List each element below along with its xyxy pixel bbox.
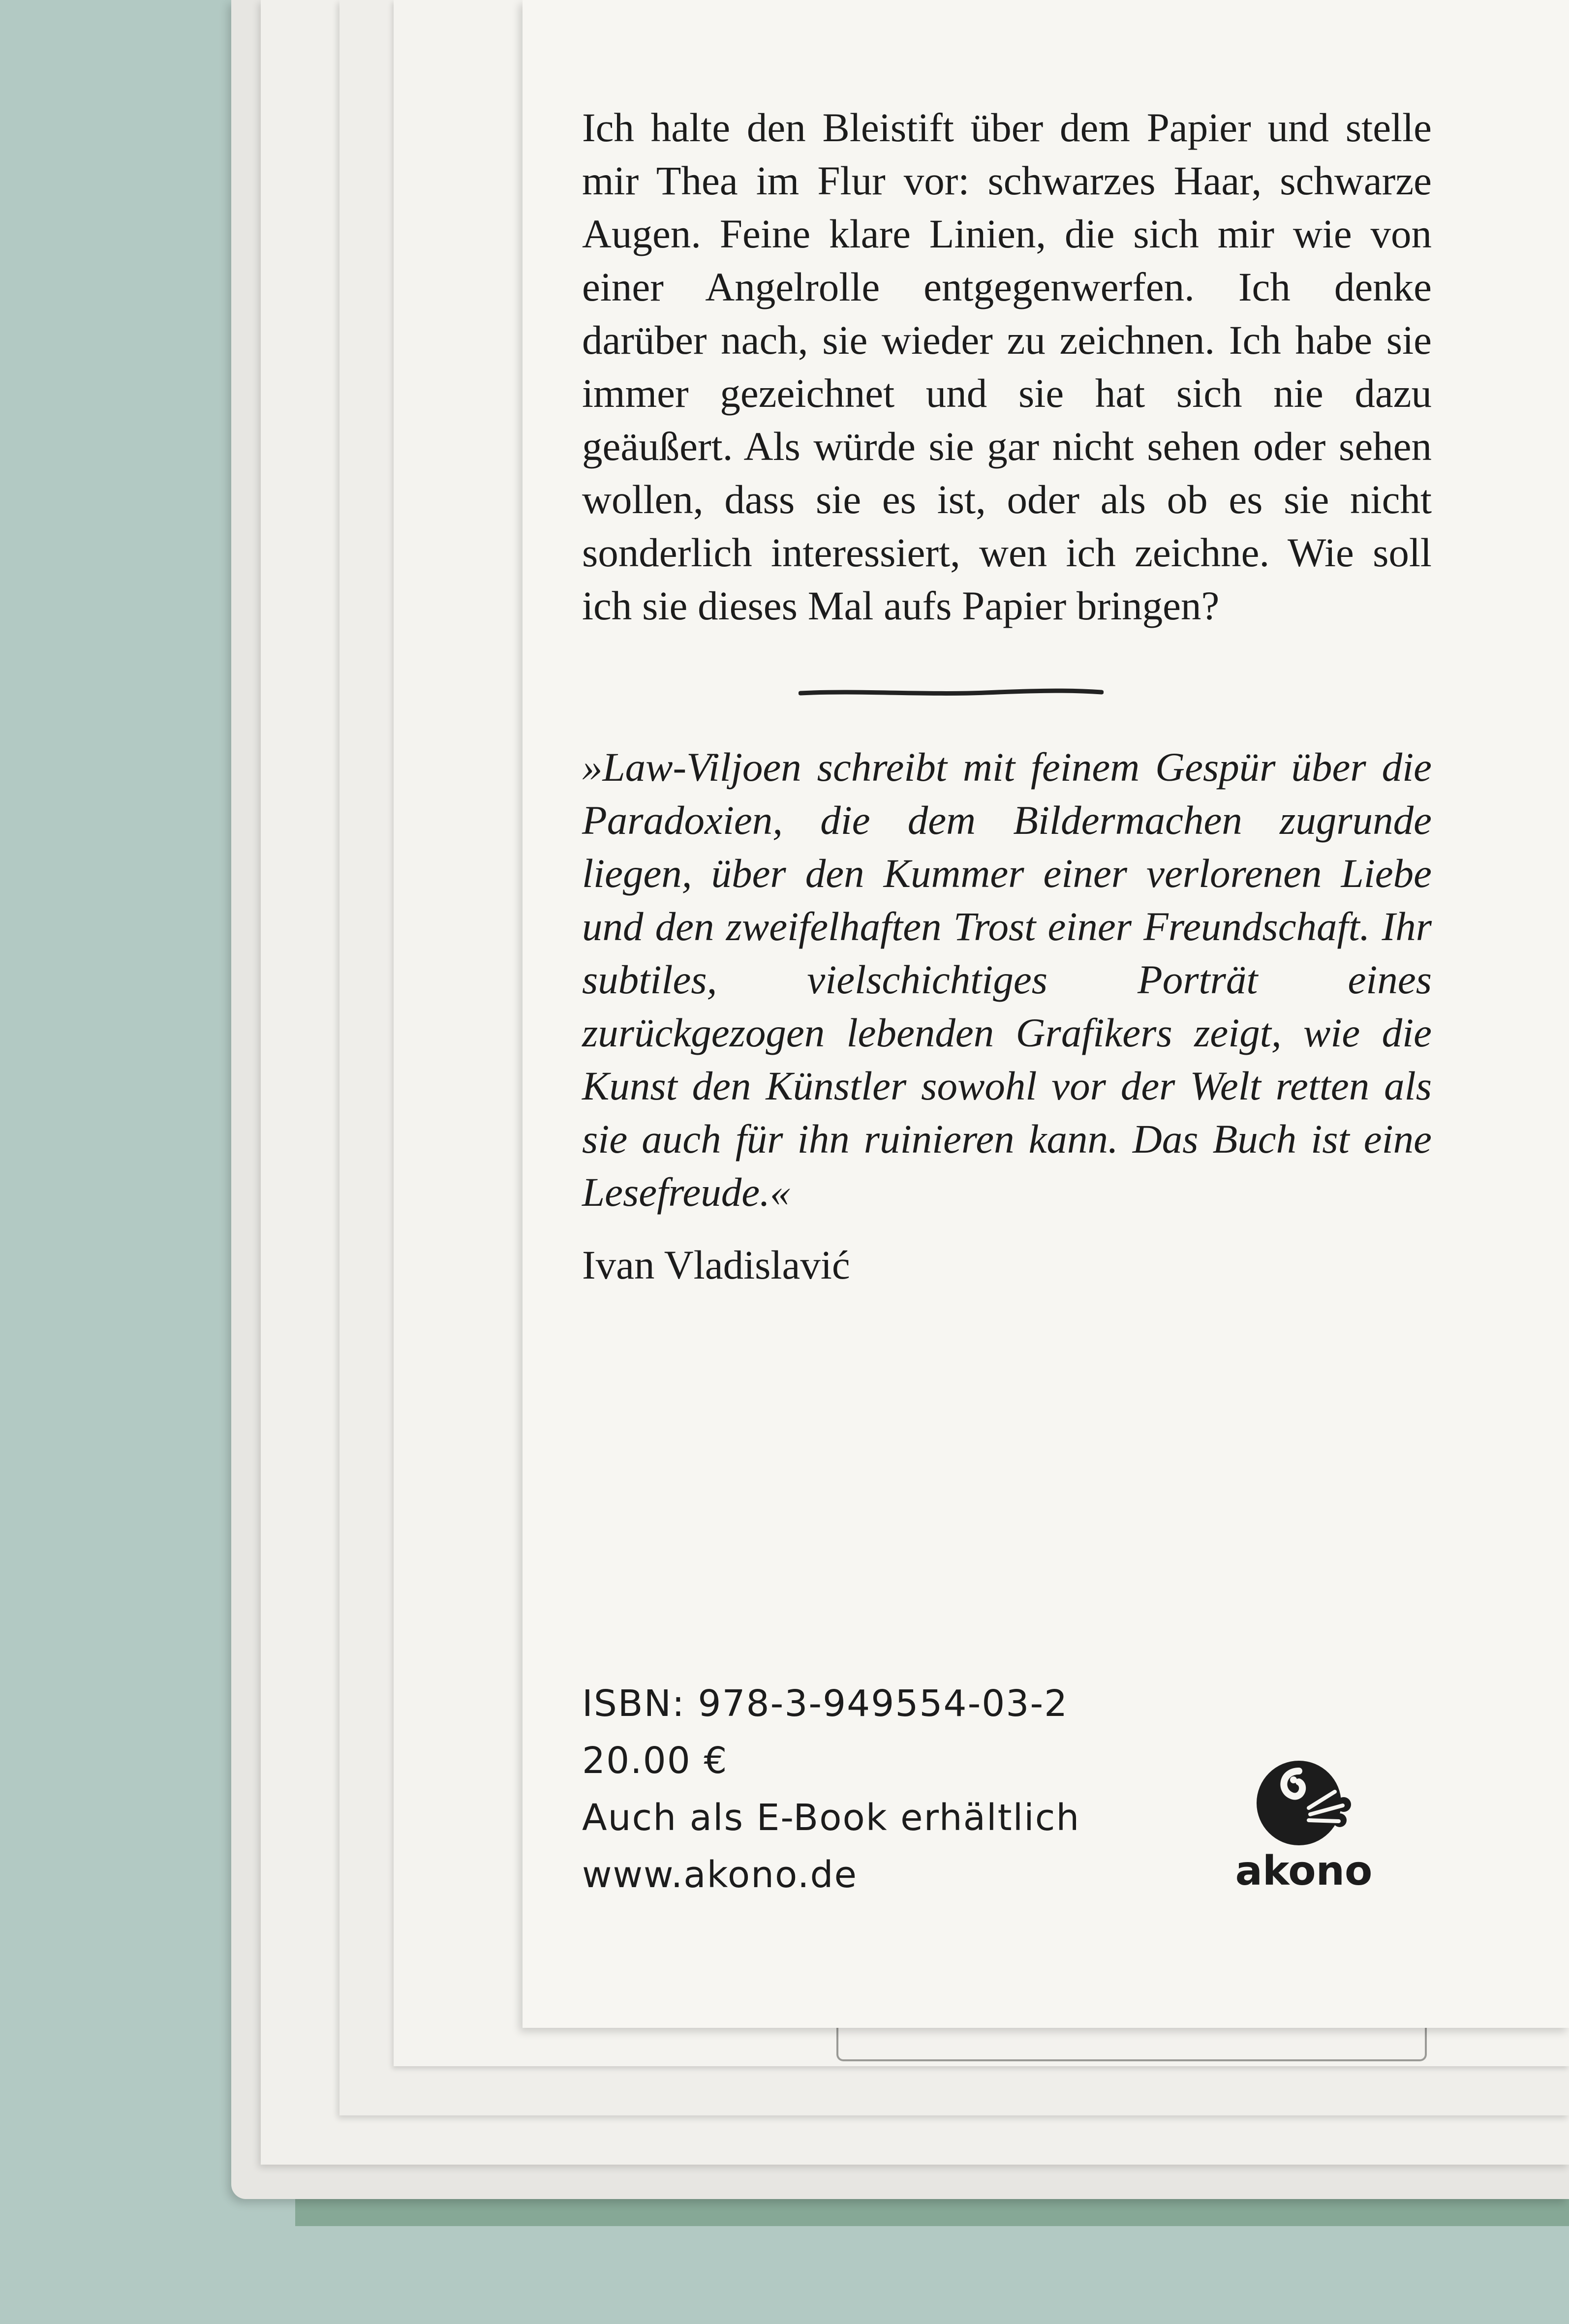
brush-stroke-divider (799, 685, 1104, 700)
website-link[interactable]: www.akono.de (582, 1854, 858, 1896)
book-info (582, 1675, 1080, 1903)
book-excerpt: Ich halte den Bleistift über dem Papier und stelle mir Thea im Flur vor: schwarzes Haar, schwarze Augen. Feine klare Linien, die sich mir wie von einer Angelrolle entgegenwerfen. Ich denke darüber nach, sie wieder zu zeichnen. Ich habe sie immer gezeichnet und sie hat sich nie dazu geäußert. Als würde sie gar nicht sehen oder sehen wollen, dass sie es ist, oder als ob es sie nicht sonderlich interessiert, wen ich zeichne. Wie soll ich sie dieses Mal aufs Papier bringen? (582, 105, 1432, 628)
swan-hand-logo-icon (1252, 1751, 1355, 1850)
publisher-logo (1235, 1751, 1373, 1894)
price: 20.00 € (582, 1740, 728, 1782)
back-cover-content (582, 101, 1432, 1291)
review-quote: »Law-Viljoen schreibt mit feinem Gespür über die Paradoxien, die dem Bildermachen zugrunde liegen, über den Kummer einer verlorenen Liebe und den zweifelhaften Trost einer Freundschaft. Ihr subtiles, vielschichtiges Porträt eines zurückgezogen lebenden Grafikers zeigt, wie die Kunst den Künstler sowohl vor der Welt retten als sie auch für ihn ruinieren kann. Das Buch ist eine Lesefreude.« (582, 744, 1432, 1215)
isbn: ISBN: 978-3-949554-03-2 (582, 1682, 1069, 1725)
ebook-note: Auch als E-Book erhältlich (582, 1797, 1080, 1839)
quote-author: Ivan Vladislavić (582, 1242, 850, 1287)
publisher-name: akono (1235, 1848, 1373, 1895)
